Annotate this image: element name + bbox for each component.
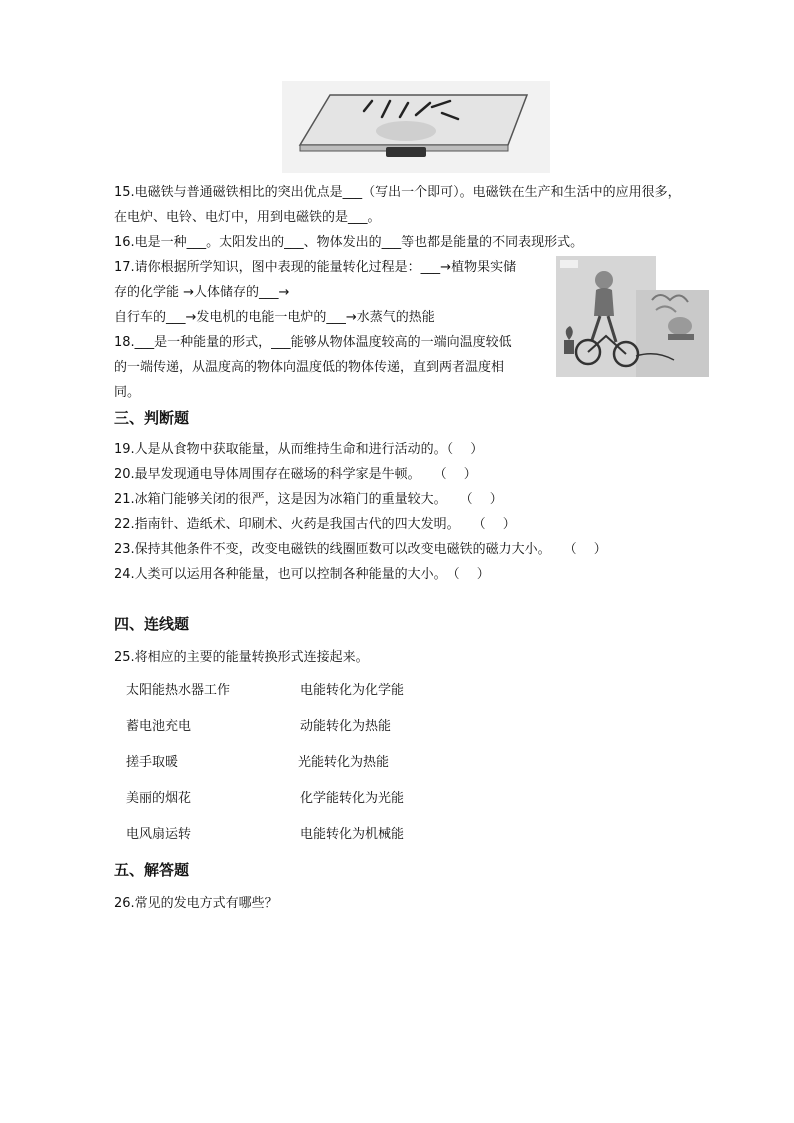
left-item-4: 美丽的烟花 [126, 791, 192, 806]
right-item-5: 电能转化为机械能 [300, 827, 405, 842]
magnet-board-drawing [282, 81, 550, 173]
left-item-1: 太阳能热水器工作 [126, 683, 231, 698]
judge-23: 23.保持其他条件不变，改变电磁铁的线圈匝数可以改变电磁铁的磁力大小。 （ ） [114, 542, 607, 557]
q18-line1: 18.___是一种能量的形式，___能够从物体温度较高的一端向温度较低 [114, 335, 512, 350]
section3-heading: 三、判断题 [114, 409, 190, 427]
left-item-2: 蓄电池充电 [126, 719, 192, 734]
q26-text: 26.常见的发电方式有哪些？ [114, 896, 278, 911]
q15-line2: 在电炉、电铃、电灯中，用到电磁铁的是___。 [114, 210, 381, 225]
left-item-5: 电风扇运转 [126, 827, 192, 842]
right-item-3: 光能转化为热能 [298, 755, 390, 770]
section5-heading: 五、解答题 [114, 861, 190, 879]
judge-21: 21.冰箱门能够关闭的很严，这是因为冰箱门的重量较大。 （ ） [114, 492, 503, 507]
magnet-board-figure [282, 81, 550, 173]
judge-22: 22.指南针、造纸术、印刷术、火药是我国古代的四大发明。 （ ） [114, 517, 516, 532]
q17-line3: 自行车的___→发电机的电能一电炉的___→水蒸气的热能 [114, 310, 435, 325]
judge-24: 24.人类可以运用各种能量，也可以控制各种能量的大小。 （ ） [114, 567, 490, 582]
q16-line1: 16.电是一种___。太阳发出的___、物体发出的___等也都是能量的不同表现形式。 [114, 235, 584, 250]
q18-line3: 同。 [114, 385, 141, 400]
section4-heading: 四、连线题 [114, 615, 190, 633]
judge-19: 19.人是从食物中获取能量，从而维持生命和进行活动的。（ ） [114, 442, 484, 457]
left-item-3: 搓手取暖 [126, 755, 179, 770]
bicycle-generator-figure [556, 256, 709, 377]
q17-line1: 17.请你根据所学知识，图中表现的能量转化过程是：___→植物果实储 [114, 260, 517, 275]
q15-line1: 15.电磁铁与普通磁铁相比的突出优点是___（写出一个即可）。电磁铁在生产和生活中的应用很多， [114, 185, 681, 200]
right-item-4: 化学能转化为光能 [300, 791, 405, 806]
q18-line2: 的一端传递，从温度高的物体向温度低的物体传递，直到两者温度相 [114, 360, 505, 375]
right-item-2: 动能转化为热能 [300, 719, 392, 734]
q25-text: 25.将相应的主要的能量转换形式连接起来。 [114, 650, 369, 665]
q17-line2: 存的化学能 →人体储存的___→ [114, 285, 290, 300]
right-item-1: 电能转化为化学能 [300, 683, 405, 698]
judge-20: 20.最早发现通电导体周围存在磁场的科学家是牛顿。 （ ） [114, 467, 477, 482]
bicycle-generator-drawing [556, 256, 709, 377]
